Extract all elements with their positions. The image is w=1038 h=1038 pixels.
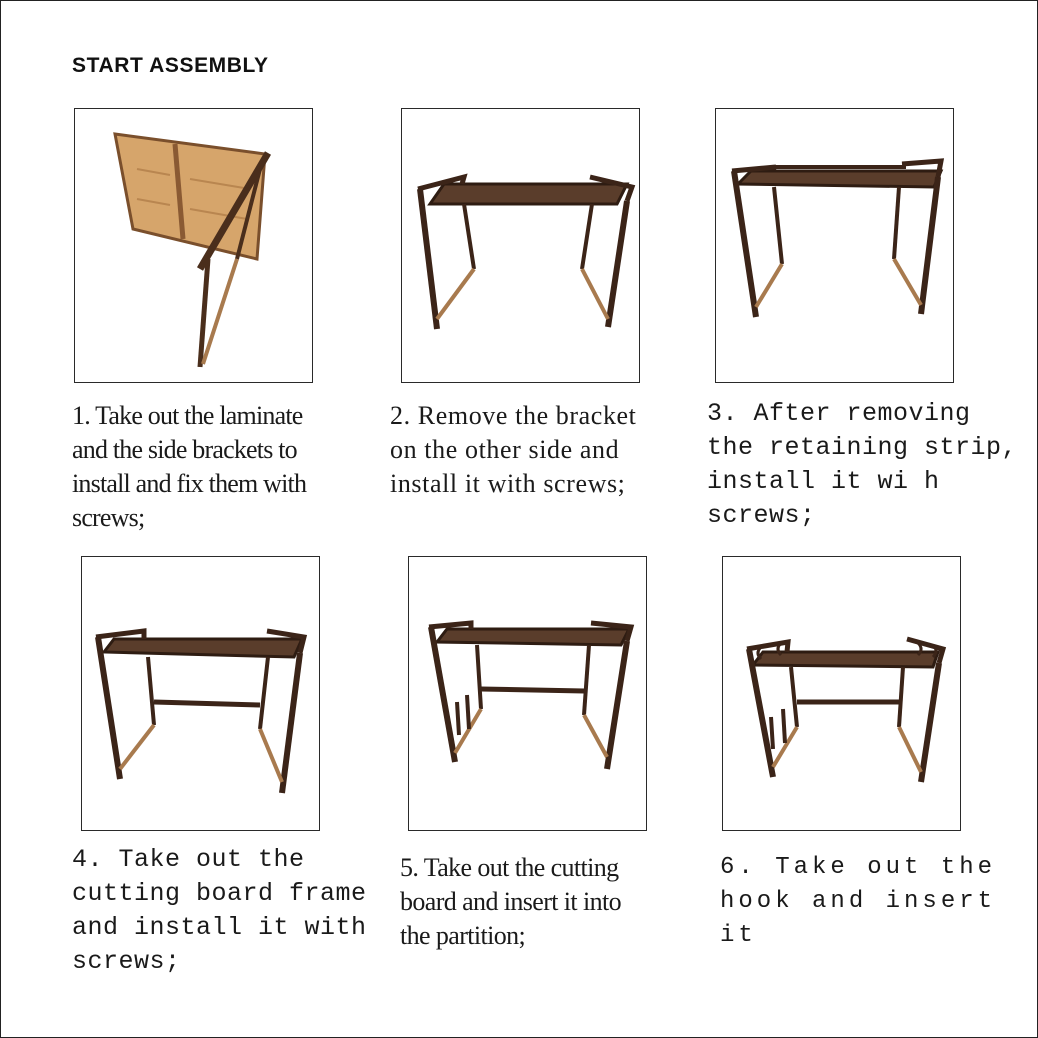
step-4-image <box>81 556 320 831</box>
step-3-image <box>715 108 954 383</box>
step-2-image <box>401 108 640 383</box>
step-3-text: 3. After removing the retaining strip, install it wi h screws; <box>707 399 1018 530</box>
rack-with-crossbar-illustration <box>82 557 319 830</box>
step-1-text: 1. Take out the laminate and the side brackets to install and fix them with screws; <box>72 401 307 532</box>
step-6-image <box>722 556 961 831</box>
rack-with-partition-illustration <box>409 557 646 830</box>
rack-with-both-brackets-illustration <box>402 109 639 382</box>
step-2-text: 2. Remove the bracket on the other side and install it with screws; <box>390 401 637 498</box>
rack-retaining-strip-illustration <box>716 109 953 382</box>
rack-with-hooks-illustration <box>723 557 960 830</box>
step-6-text: 6. Take out the hook and insert it <box>720 854 997 949</box>
step-5-image <box>408 556 647 831</box>
step-4-text: 4. Take out the cutting board frame and install it with screws; <box>72 845 367 976</box>
step-1-image <box>74 108 313 383</box>
step-5-text: 5. Take out the cutting board and insert it into the partition; <box>400 853 621 950</box>
laminate-with-side-bracket-illustration <box>75 109 312 382</box>
page-title: START ASSEMBLY <box>72 54 269 77</box>
